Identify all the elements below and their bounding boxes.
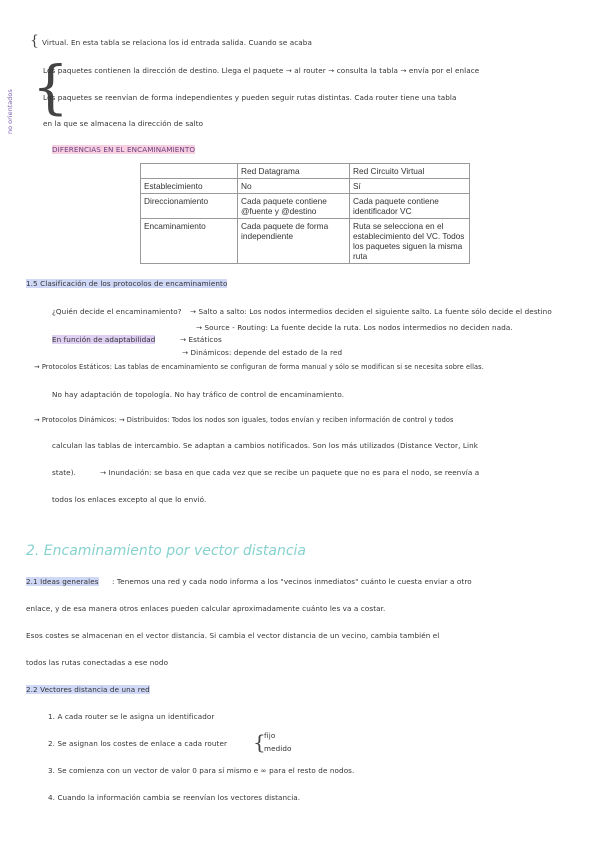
brace-icon: { <box>30 33 39 49</box>
list-item: 2. Se asignan los costes de enlace a cada router <box>48 739 228 748</box>
table-header: Red Circuito Virtual <box>350 164 470 179</box>
table-cell: No <box>238 179 350 194</box>
table-header: Red Datagrama <box>238 164 350 179</box>
table-cell: Encaminamiento <box>141 219 238 264</box>
section-1-5-heading: 1.5 Clasificación de los protocolos de encaminamiento <box>26 279 228 288</box>
table-cell: Ruta se selecciona en el establecimiento del VC. Todos los paquetes siguen la misma ruta <box>350 219 470 264</box>
dinamicos: → Dinámicos: depende del estado de la red <box>182 348 343 357</box>
enlace-line: enlace, y de esa manera otros enlaces pueden calcular aproximadamente cuánto les va a costar. <box>26 604 386 613</box>
table-header-row <box>141 164 470 179</box>
heading-2: 2. Encaminamiento por vector distancia <box>26 543 306 559</box>
estaticos: → Estáticos <box>180 335 222 344</box>
line-datagram-1: Los paquetes contienen la dirección de destino. Llega el paquete → al router → consulta la tabla → envía por el enlace <box>43 66 480 75</box>
table-row <box>141 219 470 264</box>
table-cell: Cada paquete de forma independiente <box>238 219 350 264</box>
en-funcion: En función de adaptabilidad <box>52 335 156 344</box>
table-cell: Direccionamiento <box>141 194 238 219</box>
side-label: no orientados <box>6 89 14 134</box>
fijo-label: fijo <box>264 731 276 740</box>
table-cell: Cada paquete contiene identificador VC <box>350 194 470 219</box>
comparison-table <box>140 163 470 264</box>
line-datagram-3: en la que se almacena la dirección de salto <box>43 119 204 128</box>
inundacion: → Inundación: se basa en que cada vez que se recibe un paquete que no es para el nodo, se reenvía a <box>100 468 480 477</box>
table-cell: Cada paquete contiene @fuente y @destino <box>238 194 350 219</box>
table-row <box>141 179 470 194</box>
costes-line: Esos costes se almacenan en el vector distancia. Si cambia el vector distancia de un vecino, cambia también el <box>26 631 440 640</box>
list-item: 1. A cada router se le asigna un identificador <box>48 712 215 721</box>
ideas-label: 2.1 Ideas generales <box>26 577 99 586</box>
diff-title: DIFERENCIAS EN EL ENCAMINAMIENTO <box>52 145 196 154</box>
table-cell: Sí <box>350 179 470 194</box>
medido-label: medido <box>264 744 292 753</box>
brace-icon: { <box>32 53 69 121</box>
protocolos-dinamicos: → Protocolos Dinámicos: → Distribuidos: Todos los nodos son iguales, todos envían y reciben información de control y todos <box>34 416 454 424</box>
line-datagram-2: Los paquetes se reenvían de forma independientes y pueden seguir rutas distintas. Cada router tiene una tabla <box>43 93 457 102</box>
calculan: calculan las tablas de intercambio. Se adaptan a cambios notificados. Son los más utilizados (Distance Vector, Link <box>52 441 478 450</box>
brace-icon: { <box>253 730 266 754</box>
todos-rutas: todos las rutas conectadas a ese nodo <box>26 658 169 667</box>
protocolos-estaticos: → Protocolos Estáticos: Las tablas de encaminamiento se configuran de forma manual y sólo se modifican si se necesita sobre ellas. <box>34 363 484 371</box>
list-item: 4. Cuando la información cambia se reenvían los vectores distancia. <box>48 793 301 802</box>
ideas-text: : Tenemos una red y cada nodo informa a los "vecinos inmediatos" cuánto le cuesta enviar a otro <box>112 577 472 586</box>
table-cell: Establecimiento <box>141 179 238 194</box>
table-header <box>141 164 238 179</box>
todos-enlaces: todos los enlaces excepto al que lo envió. <box>52 495 207 504</box>
list-item: 3. Se comienza con un vector de valor 0 para sí mismo e ∞ para el resto de nodos. <box>48 766 355 775</box>
quien-decide: ¿Quién decide el encaminamiento? <box>52 307 182 316</box>
state: state). <box>52 468 76 477</box>
salto-a-salto: → Salto a salto: Los nodos intermedios deciden el siguiente salto. La fuente sólo decide el destino <box>190 307 552 316</box>
no-hay: No hay adaptación de topología. No hay tráfico de control de encaminamiento. <box>52 390 345 399</box>
vectors-heading: 2.2 Vectores distancia de una red <box>26 685 150 694</box>
source-routing: → Source - Routing: La fuente decide la ruta. Los nodos intermedios no deciden nada. <box>196 323 513 332</box>
line-virtual: Virtual. En esta tabla se relaciona los id entrada salida. Cuando se acaba <box>42 38 312 47</box>
table-row <box>141 194 470 219</box>
